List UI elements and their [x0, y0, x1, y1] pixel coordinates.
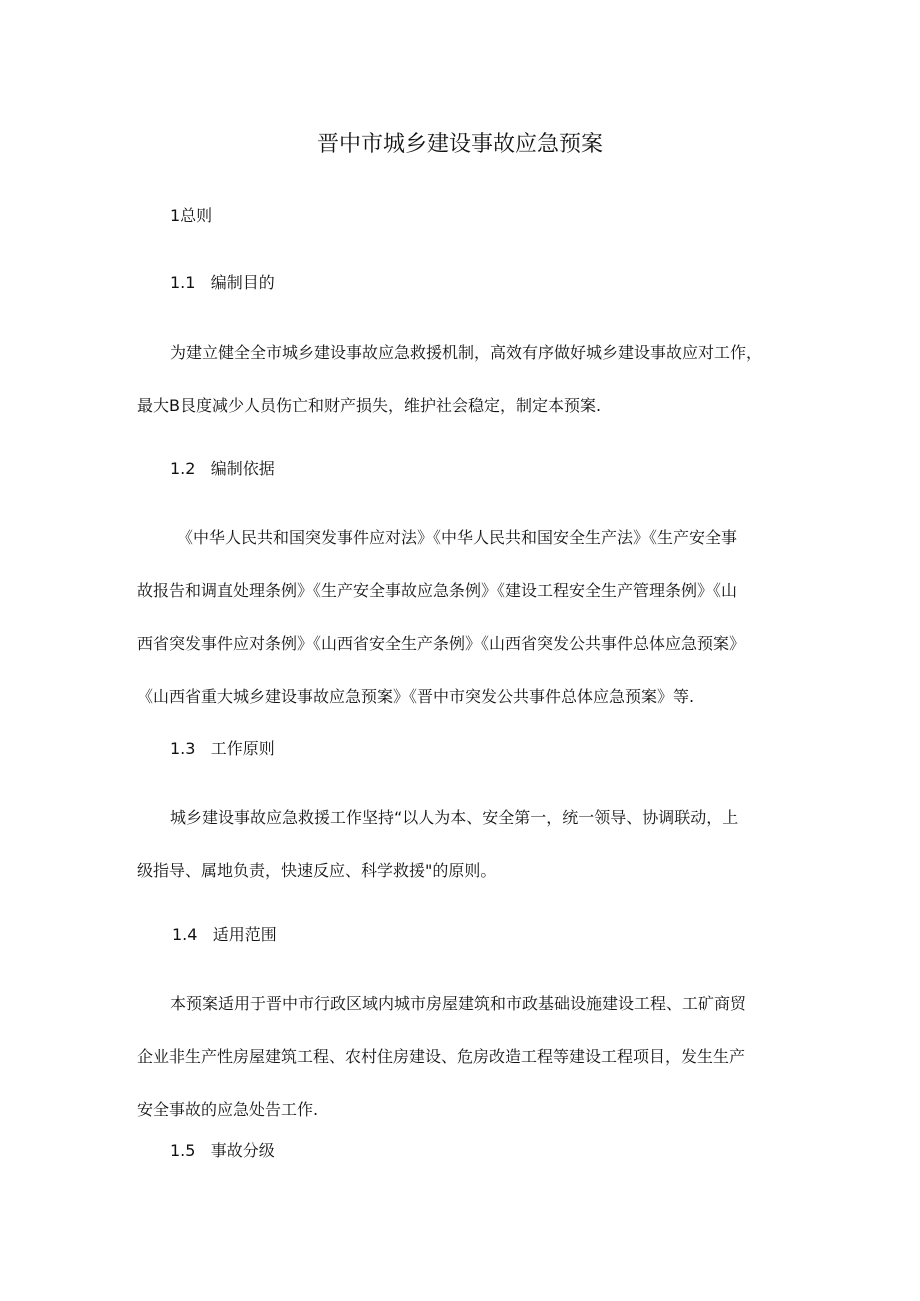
section-number: 1.4: [172, 925, 198, 944]
section-1-1-heading: [170, 272, 275, 294]
paragraph-scope: [137, 988, 803, 1147]
paragraph-line: 本预案适用于晋中市行政区域内城市房屋建筑和市政基础设施建设工程、工矿商贸: [170, 994, 747, 1013]
paragraph-line: 《中华人民共和国突发事件应对法》《中华人民共和国安全生产法》《生产安全事: [177, 528, 738, 547]
section-number: 1.1: [170, 273, 196, 292]
paragraph-line: 最大B艮度减少人员伤亡和财产损失，维护社会稳定，制定本预案.: [137, 396, 602, 415]
section-1-2-heading: [170, 458, 275, 480]
section-title: 编制依据: [210, 459, 275, 478]
section-title: 编制目的: [210, 273, 275, 292]
paragraph-line: 企业非生产性房屋建筑工程、农村住房建设、危房改造工程等建设工程项目，发生生产: [137, 1047, 746, 1066]
paragraph-principles: [137, 802, 803, 908]
section-1-4-heading: [172, 924, 277, 946]
paragraph-basis: [137, 522, 803, 734]
paragraph-line: 级指导、属地负责，快速反应、科学救援"的原则。: [137, 861, 497, 880]
section-title: 事故分级: [210, 1141, 275, 1160]
paragraph-line: 安全事故的应急处告工作.: [137, 1100, 319, 1119]
section-1-5-heading: [170, 1140, 275, 1162]
paragraph-line: 故报告和调直处理条例》《生产安全事故应急条例》《建设工程安全生产管理条例》《山: [137, 581, 738, 600]
paragraph-line: 为建立健全全市城乡建设事故应急救援机制，高效有序做好城乡建设事故应对工作，: [170, 343, 763, 362]
document-title: 晋中市城乡建设事故应急预案: [316, 132, 603, 157]
paragraph-purpose: [137, 337, 803, 443]
section-title: 工作原则: [210, 739, 275, 758]
section-number: 1.5: [170, 1141, 196, 1160]
section-1-3-heading: [170, 738, 275, 760]
section-title: 适用范围: [212, 925, 277, 944]
section-number: 1.2: [170, 459, 196, 478]
section-number: 1.3: [170, 739, 196, 758]
paragraph-line: 《山西省重大城乡建设事故应急预案》《晋中市突发公共事件总体应急预案》等.: [137, 687, 695, 706]
paragraph-line: 城乡建设事故应急救援工作坚持“以人为本、安全第一，统一领导、协调联动，上: [170, 808, 739, 827]
section-1-heading: 1总则: [170, 206, 213, 225]
paragraph-line: 西省突发事件应对条例》《山西省安全生产条例》《山西省突发公共事件总体应急预案》: [137, 634, 746, 653]
